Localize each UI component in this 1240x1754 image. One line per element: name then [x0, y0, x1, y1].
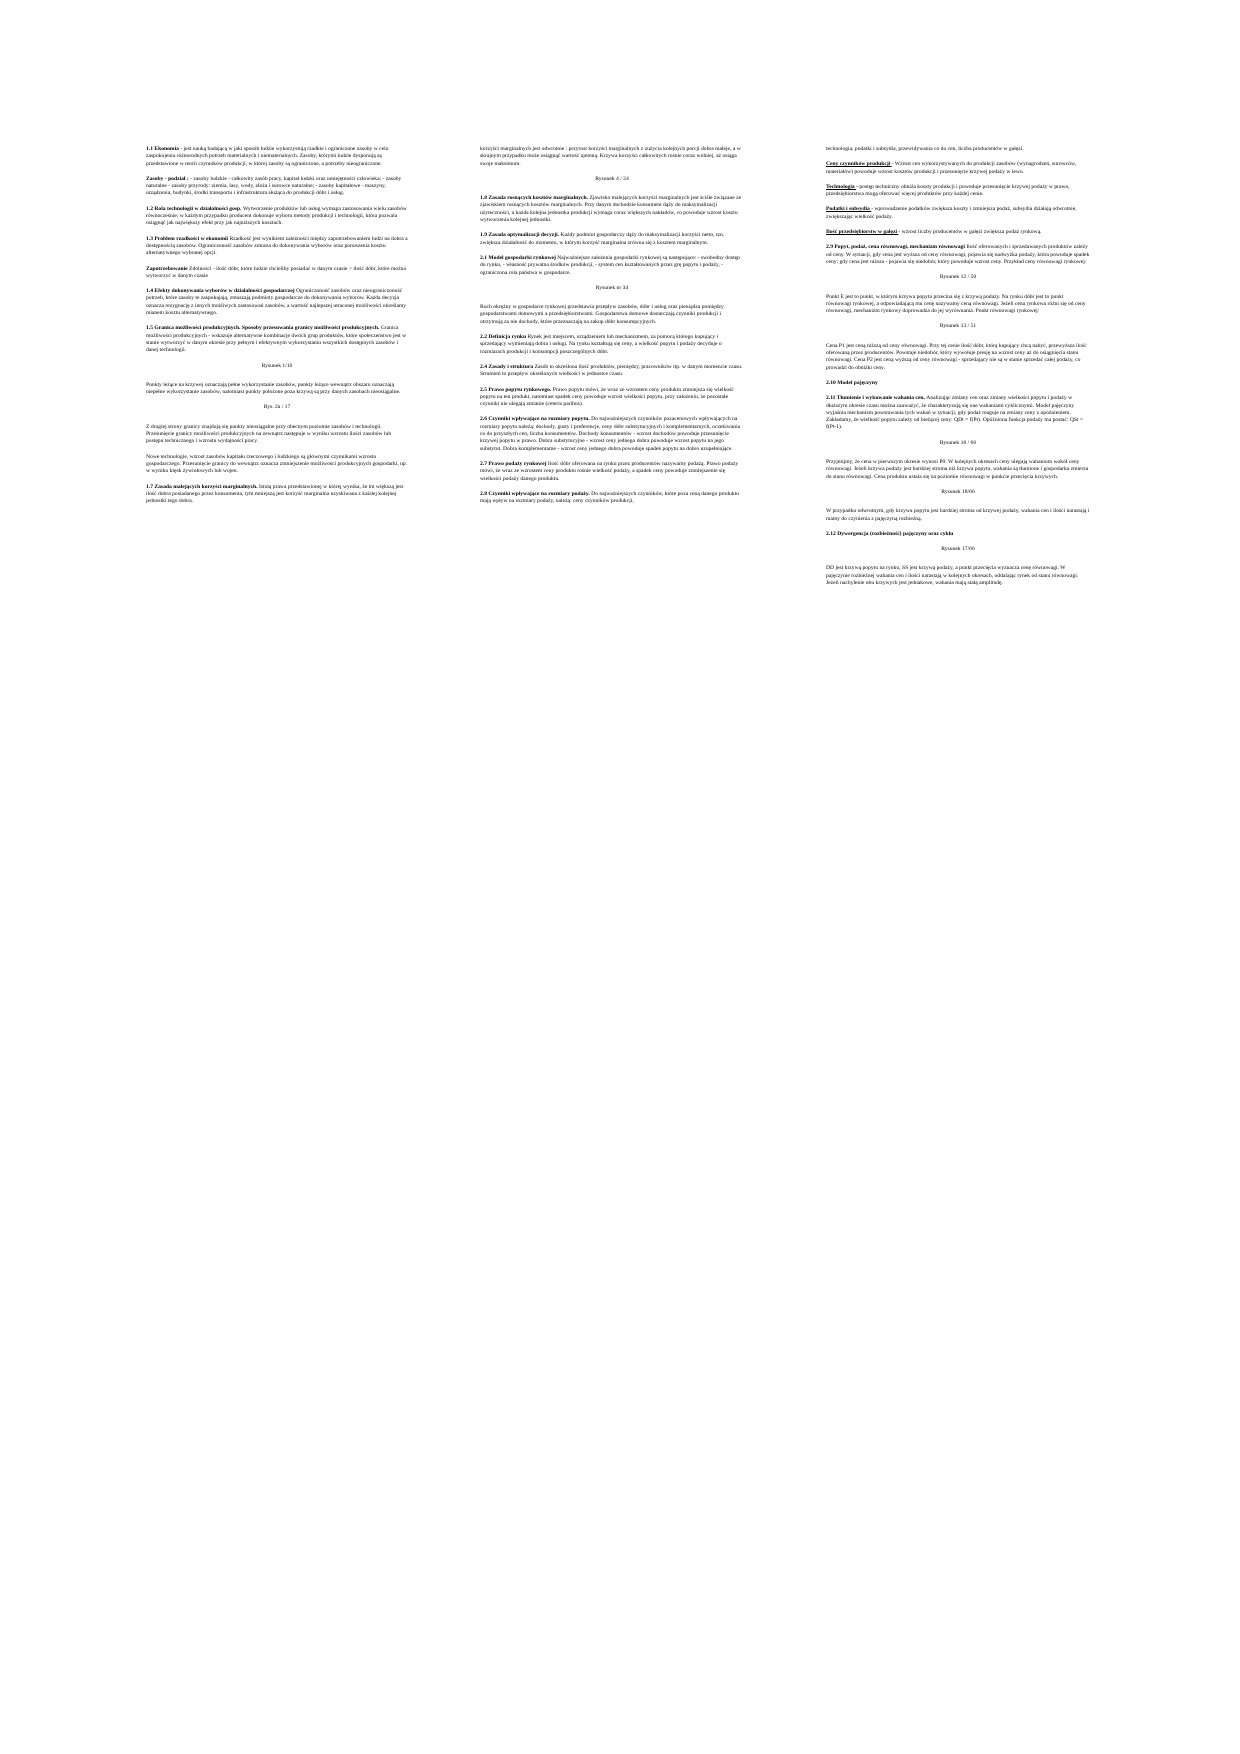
text-section [480, 387, 744, 409]
text-section [146, 236, 408, 258]
paragraph-text: korzyści marginalnych jest odwrotnie : przyrost korzyści marginalnych z zużycia kolejnych porcji dobra maleje, a w skrajnym przypadku może osiągnąć wartość ujemną. Krzywa korzyści całkowitych rośnie coraz wolniej, aż osiąga swoje maksimum. [480, 146, 741, 167]
text-section [826, 343, 1090, 372]
section-heading: 1.7 Zasada malejących korzyści marginalnych. [146, 483, 259, 490]
text-section [826, 531, 1090, 538]
figure-caption: Rysunek 12 / 50 [939, 274, 977, 281]
section-heading: 2.11 Tłumienie i wykuwanie wahania cen. [826, 395, 927, 402]
text-section [480, 304, 744, 326]
paragraph-text: Do najważniejszych czynników pozacenowych wpływających na rozmiary popytu należą: dochody, gusty i preferencje, ceny dóbr substytucyjnych i komplementarnych, oczekiwania co do przyszłych cen, liczba konsumentów. Dochody konsumentów - wzrost dochodów powoduje przesunięcie krzywej popytu w prawo. Dobra substytucyjne - wzrost ceny jednego dobra powoduje wzrost popytu na jego substytut. Dobra komplementarne - wzrost ceny jednego dobra powoduje spadek popytu na dobro uzupełniające. [480, 416, 741, 452]
text-section [480, 232, 744, 247]
section-heading: 2.4 Zasady i struktura [480, 363, 535, 370]
section-heading: 2.2 Definicja rynku [480, 334, 528, 341]
paragraph-text: Każdy podmiot gospodarczy dąży do maksymalizacji korzyści netto, tzn. zwiększa działalność do momentu, w którym korzyść marginalna zrówna się z kosztem marginalnym. [480, 232, 725, 246]
text-section [826, 294, 1090, 316]
text-section [146, 484, 408, 506]
text-section [826, 244, 1090, 266]
figure-caption: Rysunek 18/66 [941, 488, 975, 495]
text-section [146, 382, 408, 397]
paragraph-text: Analizując zmiany cen oraz zmiany wielkości popytu i podaży w dłuższym okresie czasu można zauważyć, że charakteryzują się one wahaniami cyklicznymi. Model pajęczyny wyjaśnia mechanizm powstawania tych wahań w sytuacji, gdy podaż reaguje na zmiany ceny z opóźnieniem. Zakładamy, że wielkość popytu zależy od bieżącej ceny: QDt = f(Pt). Opóźniona funkcja podaży ma postać: QSt = f(Pt-1). [826, 395, 1084, 431]
text-section [146, 266, 408, 281]
section-heading: 2.7 Prawo podaży rynkowej [480, 460, 548, 467]
text-column-middle [480, 146, 744, 513]
term-label: Podatki i subsydia [826, 206, 872, 213]
term-label: Technologia [826, 183, 857, 190]
section-heading: 2.10 Model pajęczyny [826, 379, 878, 386]
term-label: Ilość przedsiębiorstw w gałęzi [826, 229, 899, 236]
paragraph-text: Rzadkość jest wynikiem zależności między zapotrzebowaniem ludzi na dobra a dostępnością zasobów. Ograniczoność zasobów zmusza do dokonywania wyborów oraz ponoszenia kosztu alternatywnego wybranej opcji. [146, 235, 408, 257]
paragraph-text: DD jest krzywą popytu na rynku, SS jest krzywą podaży, a punkt przecięcia wyznacza cenę równowagi. W pajęczynie rozbieżnej wahania cen i ilości narastają w kolejnych okresach, oddalając rynek od stanu równowagi. Jeżeli nachylenie obu krzywych jest jednakowe, wahania mają stałą amplitudę. [826, 565, 1079, 586]
text-section [146, 288, 408, 317]
section-heading: 2.1 Model gospodarki rynkowej [480, 254, 558, 261]
term-label: Ceny czynników produkcji [826, 161, 892, 168]
paragraph-text: Przyjmijmy, że cena w pierwszym okresie wynosi P0. W kolejnych okresach ceny ulegają wahaniom wokół ceny równowagi. Jeżeli krzywa podaży jest bardziej stroma niż krzywa popytu, wahania są tłumione i gospodarka zmierza do stanu równowagi. Cena produktu ustala się na poziomie równowagi w punkcie przecięcia krzywych. [826, 459, 1089, 480]
text-section [146, 146, 408, 168]
section-heading: 2.9 Popyt, podaż, cena równowagi, mechanizm równowagi [826, 244, 967, 251]
paragraph-text: - jest nauką badającą w jaki sposób ludzie wykorzystują rzadkie i ograniczone zasoby w celu zaspokojenia różnorodnych potrzeb materialnych i niematerialnych. Zasoby, którymi ludzie dysponują są przedstawione w teorii czynników produkcji, w której zasoby są ograniczone, a potrzeby nieograniczone. [146, 146, 389, 167]
paragraph-text: Cena P1 jest ceną niższą od ceny równowagi. Przy tej cenie ilość dóbr, którą kupujący chcą nabyć, przewyższa ilość oferowaną przez producentów. Powstaje niedobór, który wywołuje presję na wzrost ceny aż do osiągnięcia stanu równowagi. Cena P2 jest ceną wyższą od ceny równowagi - sprzedający nie są w stanie sprzedać całej podaży, co prowadzi do obniżki ceny. [826, 342, 1087, 371]
paragraph-text: - zasoby ludzkie - całkowity zasób pracy, kapitał ludzki oraz umiejętności człowieka; - zasoby naturalne - zasoby przyrody: ziemia, lasy, wody, złoża i surowce naturalne; - zasoby kapitałowe - maszyny, urządzenia, budynki, środki transportu i infrastruktura służąca do produkcji dóbr i usług. [146, 175, 402, 197]
section-heading: 1.8 Zasada rosnących kosztów marginalnych. [480, 195, 590, 202]
section-heading: 1.1 Ekonomia [146, 146, 181, 152]
text-section [826, 380, 1090, 387]
figure-caption: Rysunek 13 / 51 [939, 323, 977, 330]
text-section [480, 334, 744, 356]
text-section [146, 176, 408, 198]
paragraph-text: Ilość oferowanych i sprzedawanych produktów zależy od ceny. W sytuacji, gdy cena jest wyższa od ceny równowagi, pojawia się nadwyżka podaży, która powoduje spadek ceny; gdy cena jest niższa - pojawia się niedobór, który powoduje wzrost ceny. Przykład ceny równowagi rynkowej: [826, 244, 1090, 265]
paragraph-text: Punkt E jest to punkt, w którym krzywa popytu przecina się z krzywą podaży. Na rynku dóbr jest to punkt równowagi rynkowej, a odpowiadającą mu cenę nazywamy ceną równowagi. Jeżeli cena rynkowa różni się od ceny równowagi, mechanizm rynkowy doprowadza do jej wyrównania. Punkt równowagi rynkowej: [826, 293, 1086, 315]
figure-caption: Rysunek 4 / 24 [595, 175, 629, 182]
paragraph-text: Zdolności - ilość dóbr, które ludzie chcieliby posiadać w danym czasie > ilość dóbr, które można wytworzyć w danym czasie [146, 265, 406, 279]
section-heading: 1.2 Rola technologii w działalności gosp. [146, 205, 243, 212]
text-section [826, 229, 1090, 236]
figure-caption: Rys. 2a / 17 [263, 404, 291, 411]
text-section [826, 206, 1090, 221]
text-column-right [826, 146, 1090, 595]
paragraph-text: Zasób to określona ilość produktów, pieniędzy, pracowników itp. w danym momencie czasu. Strumień to przepływ określonych wielkości w jednostce czasu. [480, 363, 743, 378]
text-section [146, 454, 408, 476]
paragraph-text: - postęp techniczny obniża koszty produkcji i powoduje przesunięcie krzywej podaży w prawo, przedsiębiorstwa mogą oferować więcej produktów przy każdej cenie. [826, 183, 1070, 198]
paragraph-text: - wprowadzenie podatków zwiększa koszty i zmniejsza podaż, subsydia działają odwrotnie, zwiększając wielkość podaży. [826, 206, 1077, 220]
figure-caption: Rysunek 1/16 [261, 362, 293, 369]
section-heading: 1.5 Granica możliwości produkcyjnych. Sposoby przesuwania granicy możliwości produkcyjnych. [146, 325, 381, 332]
section-heading: 2.12 Dywergencja (rozbieżność) pajęczyny oraz cyklu [826, 530, 954, 537]
paragraph-text: Punkty leżące na krzywej oznaczają pełne wykorzystanie zasobów, punkty leżące wewnątrz obszaru oznaczają niepełne wykorzystanie zasobów, natomiast punkty położone poza krzywą są przy danych zasobach nieosiągalne. [146, 381, 401, 396]
figure-caption: Rysunek nr 34 [595, 284, 629, 291]
figure-caption: Rysunek 18 / 66 [939, 439, 977, 446]
text-section [480, 364, 744, 379]
section-heading: Zapotrzebowanie [146, 265, 190, 272]
paragraph-text: Do najważniejszych czynników, które poza ceną danego produktu mają wpływ na rozmiary podaży, należą: ceny czynników produkcji, [480, 490, 739, 505]
text-section [826, 395, 1090, 431]
paragraph-text: Najważniejsze założenia gospodarki rynkowej są następujące: - swobodny dostęp do rynku, - własność prywatna środków produkcji, - system cen kształtowanych przez grę popytu i podaży, - ograniczona rola państwa w gospodarce. [480, 254, 740, 276]
paragraph-text: Z drugiej strony granicy znajdują się punkty nieosiągalne przy obecnym poziomie zasobów i technologii. Przesunięcie granicy możliwości produkcyjnych na zewnątrz następuje w wyniku wzrostu ilości zasobów lub postępu technicznego i wzrostu wydajności pracy. [146, 423, 392, 445]
paragraph-text: - Wzrost cen wykorzystywanych do produkcji zasobów (wynagrodzeń, surowców, materiałów) powoduje wzrost kosztów produkcji i przesunięcie krzywej podaży w lewo. [826, 161, 1077, 175]
text-section [826, 565, 1090, 587]
paragraph-text: Granica możliwości produkcyjnych - wskazuje alternatywne kombinacje dwóch grup produktów, które społeczeństwo jest w stanie wytworzyć w danym okresie przy pełnym i efektywnym wykorzystaniu wszystkich dostępnych zasobów i danej technologii. [146, 325, 407, 354]
text-section [480, 195, 744, 224]
text-section [826, 184, 1090, 199]
paragraph-text: Ograniczoność zasobów oraz nieograniczoność potrzeb, które zasoby te zaspokajają, zmuszają podmioty gospodarcze do dokonywania wyborów. Każda decyzja oznacza rezygnację z innych możliwych zastosowań zasobów, a wartość najlepszej utraconej możliwości określamy mianem kosztu alternatywnego. [146, 288, 407, 317]
text-section [826, 459, 1090, 481]
paragraph-text: Istotą prawa przedstawionej w której wynika, że im większą jest ilość dobra posiadanego przez konsumenta, tym mniejszą jest korzyść marginalna uzyskiwana z każdej kolejnej jednostki tego dobra. [146, 483, 404, 505]
text-section [826, 508, 1090, 523]
paragraph-text: Wytworzenie produktów lub usług wymaga zastosowania wielu zasobów równocześnie; w każdym przypadku producent dokonuje wyboru metody produkcji i technologii, która pozwala osiągnąć jak największy efekt przy jak najniższych kosztach. [146, 205, 407, 227]
paragraph-text: - wzrost liczby producentów w gałęzi zwiększa podaż rynkową. [898, 229, 1042, 236]
text-section [146, 424, 408, 446]
text-section [480, 416, 744, 452]
section-heading: 1.3 Problem rzadkości w ekonomii [146, 235, 230, 242]
text-section [146, 325, 408, 354]
paragraph-text: technologia, podatki i subsydia, przewidywania co do cen, liczba producentów w gałęzi. [826, 146, 1024, 152]
paragraph-text: Ilość dóbr oferowana na rynku przez producentów nazywamy podażą. Prawo podaży mówi, że wraz ze wzrostem ceny produktu rośnie wielkość podaży, a spadek ceny powoduje zmniejszenie się wielkości podaży danego produktu. [480, 460, 739, 482]
text-section [826, 146, 1090, 153]
text-section [480, 491, 744, 506]
text-section [480, 146, 744, 168]
paragraph-text: Zjawisko malejących korzyści marginalnych jest ściśle związane ze zjawiskiem rosnących kosztów marginalnych. Przy danym dochodzie konsument dąży do maksymalizacji użyteczności, a każda kolejna jednostka produkcji wymaga coraz większych nakładów, co powoduje wzrost kosztu wytworzenia kolejnej jednostki. [480, 195, 742, 224]
paragraph-text: Ruch okrężny w gospodarce rynkowej przedstawia przepływ zasobów, dóbr i usług oraz pieniądza pomiędzy gospodarstwami domowymi a przedsiębiorstwami. Gospodarstwa domowe dostarczają czynniki produkcji i otrzymują za nie dochody, które przeznaczają na zakup dóbr konsumpcyjnych. [480, 304, 724, 325]
section-heading: 1.9 Zasada optymalizacji decyzji. [480, 232, 561, 239]
text-section [480, 255, 744, 277]
section-heading: 2.6 Czynniki wpływające na rozmiary popytu. [480, 416, 592, 423]
section-heading: 1.4 Efekty dokonywania wyborów w działalności gospodarczej [146, 288, 297, 295]
text-section [146, 206, 408, 228]
paragraph-text: W przypadku odwrotnym, gdy krzywa popytu jest bardziej stroma od krzywej podaży, wahania cen i ilości narastają i mamy do czynienia z pajęczyną rozbieżną. [826, 508, 1090, 522]
paragraph-text: Nowe technologie, wzrost zasobów kapitału rzeczowego i ludzkiego są głównymi czynnikami wzrostu gospodarczego. Przesunięcie granicy do wewnątrz oznacza zmniejszenie możliwości produkcyjnych gospodarki, np. w wyniku klęsk żywiołowych lub wojen. [146, 453, 408, 475]
paragraph-text: Prawo popytu mówi, że wraz ze wzrostem ceny produktu zmniejsza się wielkość popytu na ten produkt, natomiast spadek ceny powoduje wzrost wielkości popytu, przy założeniu, że pozostałe czynniki nie ulegają zmianie (ceteris paribus). [480, 386, 734, 408]
section-heading: Zasoby - podział : [146, 175, 191, 182]
text-column-left [146, 146, 408, 513]
figure-caption: Rysunek 17/66 [941, 546, 975, 553]
text-section [480, 461, 744, 483]
text-section [826, 161, 1090, 176]
paragraph-text: Rynek jest miejscem, urządzeniem lub mechanizmem, za pomocą którego kupujący i sprzedający wymieniają dobra i usługi. Na rynku kształtują się ceny, a wielkość popytu i podaży decyduje o rozmiarach produkcji i konsumpcji poszczególnych dóbr. [480, 334, 722, 355]
section-heading: 2.8 Czynniki wpływające na rozmiary podaży. [480, 490, 592, 497]
section-heading: 2.5 Prawo popytu rynkowego. [480, 386, 553, 393]
